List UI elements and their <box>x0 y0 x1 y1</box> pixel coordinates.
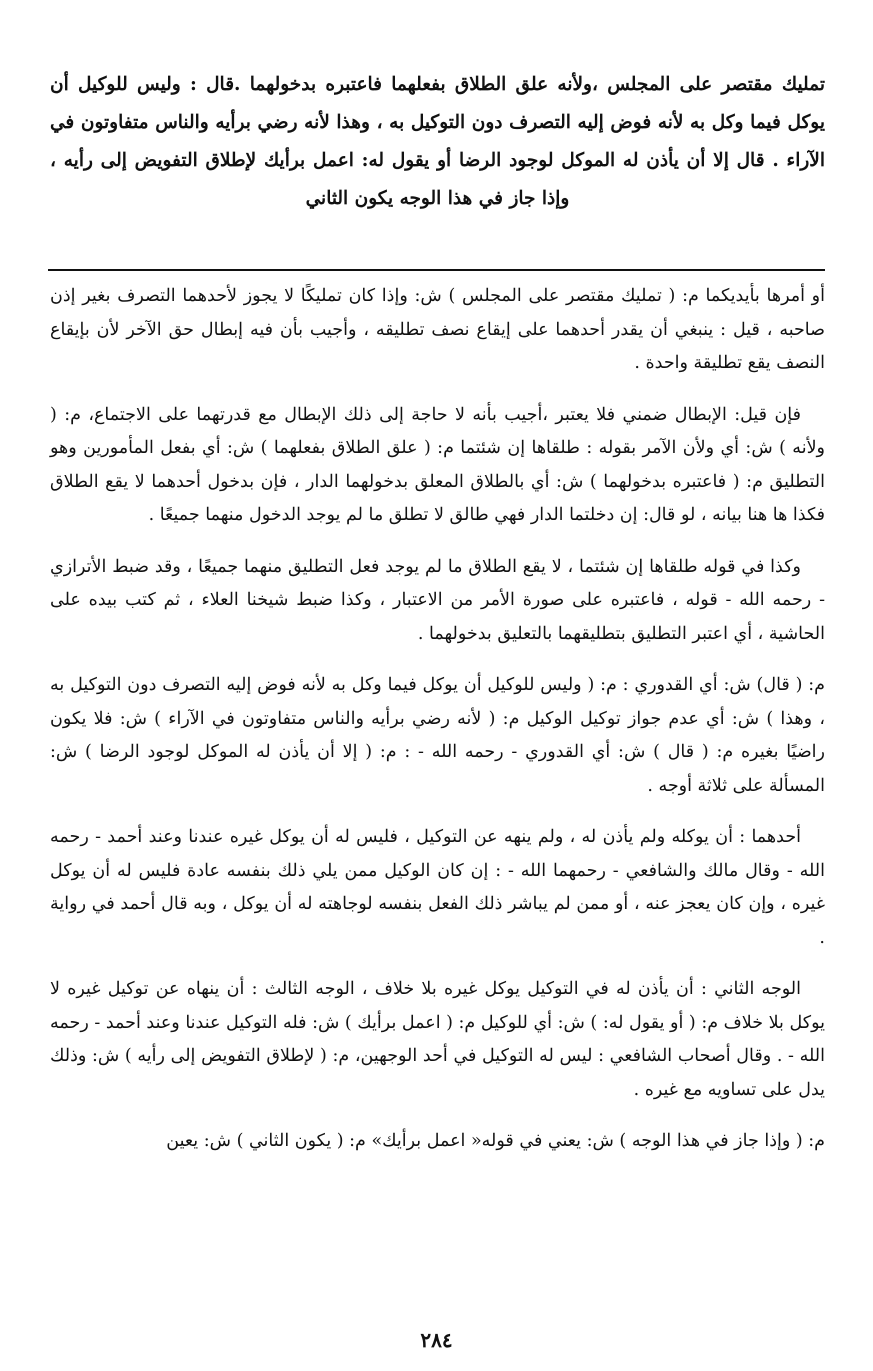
commentary <box>50 280 825 1177</box>
commentary-paragraph: م: ( قال) ش: أي القدوري : م: ( وليس للوكيل أن يوكل فيما وكل به لأنه فوض إليه التصرف دون التوكيل به ، وهذا ) ش: أي عدم جواز توكيل الوكيل م: ( لأنه رضي برأيه والناس متفاوتون في الآراء ) ش: فلا يكون راضيًا بغيره م: ( قال ) ش: أي القدوري - رحمه الله - : م: ( إلا أن يأذن له الموكل لوجود الرضا ) ش: المسألة على ثلاثة أوجه . <box>50 675 825 796</box>
main-text: تمليك مقتصر على المجلس ،ولأنه علق الطلاق بفعلهما فاعتبره بدخولهما .قال : وليس للوكيل أن يوكل فيما وكل به لأنه فوض إليه التصرف دون التوكيل به ، وهذا لأنه رضي برأيه والناس متفاوتون في الآراء . قال إلا أن يأذن له الموكل لوجود الرضا أو يقول له: اعمل برأيك لإطلاق التفويض إلى رأيه ، وإذا جاز في هذا الوجه يكون الثاني <box>50 74 825 209</box>
commentary-paragraph: وكذا في قوله طلقاها إن شئتما ، لا يقع الطلاق ما لم يوجد فعل التطليق منهما جميعًا ، وقد ضبط الأترازي - رحمه الله - قوله ، فاعتبره على صورة الأمر من الاعتبار ، وكذا ضبط شيخنا العلاء ، ثم كتب بيده على الحاشية ، أي اعتبر التطليق بتطليقهما بالتعليق بدخولهما . <box>50 556 825 644</box>
commentary-paragraph: أو أمرها بأيديكما م: ( تمليك مقتصر على المجلس ) ش: وإذا كان تمليكًا لا يجوز لأحدهما التصرف بغير إذن صاحبه ، قيل : ينبغي أن يقدر أحدهما على إيقاع نصف تطليقه ، وأجيب بأن فيه إبطال حق الآخر لأن بإيقاع النصف يقع تطليقة واحدة . <box>50 286 825 373</box>
commentary-paragraph: الوجه الثاني : أن يأذن له في التوكيل يوكل غيره بلا خلاف ، الوجه الثالث : أن ينهاه عن توكيل غيره لا يوكل بلا خلاف م: ( أو يقول له: ) ش: أي للوكيل م: ( اعمل برأيك ) ش: فله التوكيل عندنا وعند أحمد - رحمه الله - . وقال أصحاب الشافعي : ليس له التوكيل في أحد الوجهين، م: ( لإطلاق التفويض إلى رأيه ) ش: وذلك يدل على تساويه مع غيره . <box>50 979 825 1100</box>
commentary-paragraph: م: ( وإذا جاز في هذا الوجه ) ش: يعني في قوله« اعمل برأيك» م: ( يكون الثاني ) ش: يعين <box>166 1131 825 1151</box>
page-number: ٢٨٤ <box>420 1328 453 1352</box>
commentary-paragraph: أحدهما : أن يوكله ولم يأذن له ، ولم ينهه عن التوكيل ، فليس له أن يوكل غيره عندنا وعند أحمد - رحمه الله - وقال مالك والشافعي - رحمهما الله - : إن كان الوكيل ممن يلي ذلك بنفسه عادة فليس له أن يوكل غيره ، وإن كان يعجز عنه ، أو ممن لم يباشر ذلك الفعل بنفسه لوجاهته له أن يوكل ، وبه قال أحمد في رواية . <box>50 827 825 948</box>
section-divider <box>48 269 825 271</box>
commentary-paragraph: فإن قيل: الإبطال ضمني فلا يعتبر ،أجيب بأنه لا حاجة إلى ذلك الإبطال مع قدرتهما على الاجتماع، م: ( ولأنه ) ش: أي ولأن الآمر بقوله : طلقاها إن شئتما م: ( علق الطلاق بفعلهما ) ش: أي بفعل المأمورين وهو التطليق م: ( فاعتبره بدخولهما ) ش: أي بالطلاق المعلق بدخولهما الدار ، فإن بدخول أحدهما لا يقع الطلاق فكذا ها هنا بيانه ، لو قال: إن دخلتما الدار فهي طالق لا تطلق ما لم يوجد الدخول منهما جميعًا . <box>50 404 825 525</box>
